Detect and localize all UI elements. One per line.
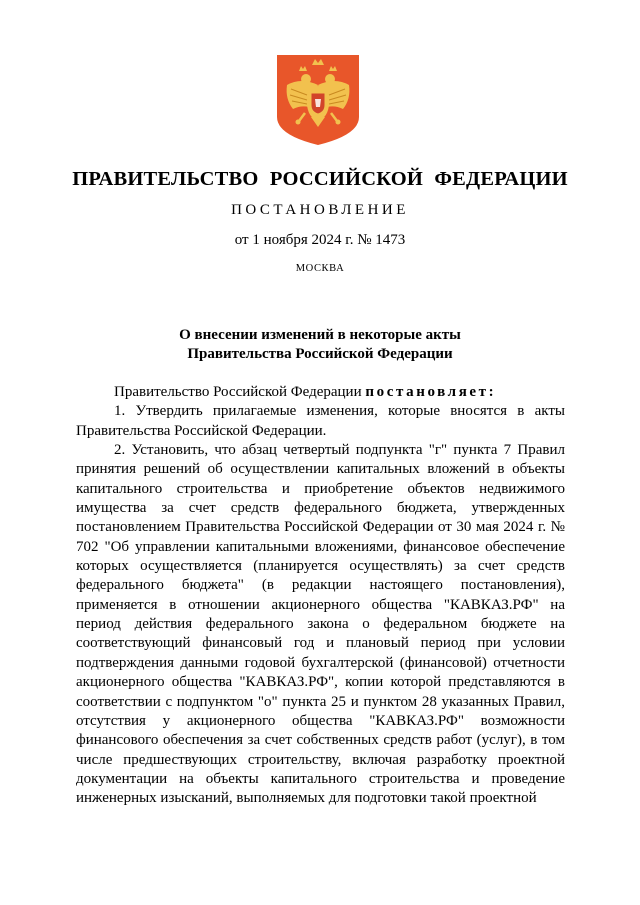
preamble-text: Правительство Российской Федерации bbox=[114, 384, 362, 400]
government-title: ПРАВИТЕЛЬСТВО РОССИЙСКОЙ ФЕДЕРАЦИИ bbox=[72, 168, 568, 190]
preamble-verb: постановляет: bbox=[365, 384, 497, 400]
subject-line-2: Правительства Российской Федерации bbox=[187, 346, 453, 362]
document-date-number: от 1 ноября 2024 г. № 1473 bbox=[234, 232, 406, 248]
coat-of-arms-icon bbox=[277, 55, 359, 145]
document-subject bbox=[0, 326, 640, 364]
preamble-paragraph bbox=[76, 383, 565, 402]
document-type: ПОСТАНОВЛЕНИЕ bbox=[231, 202, 409, 218]
paragraph-1: 1. Утвердить прилагаемые изменения, которые вносятся в акты Правительства Российской Федерации. bbox=[76, 403, 565, 439]
paragraph-2: 2. Установить, что абзац четвертый подпункта "г" пункта 7 Правил принятия решений об осуществлении капитальных вложений в объекты капитального строительства и приобретение объектов недвижимого имущества за счет средств федерального бюджета, утвержденных постановлением Правительства Российской Федерации от 30 мая 2024 г. № 702 "Об управлении капитальными вложениями, финансовое обеспечение которых осуществляется (планируется осуществлять) за счет средств федерального бюджета" (в редакции настоящего постановления), применяется в отношении акционерного общества "КАВКАЗ.РФ" на период действия федерального закона о федеральном бюджете на соответствующий финансовый год и плановый период при условии подтверждения данными годовой бухгалтерской (финансовой) отчетности акционерного общества "КАВКАЗ.РФ", копии которой представляются в соответствии с подпунктом "о" пункта 25 и пунктом 28 указанных Правил, отсутствия у акционерного общества "КАВКАЗ.РФ" возможности финансового обеспечения за счет собственных средств работ (услуг), в том числе предшествующих строительству, включая разработку проектной документации на объекты капитального строительства и проведение инженерных изысканий, выполняемых для подготовки такой проектной bbox=[76, 442, 565, 807]
subject-line-1: О внесении изменений в некоторые акты bbox=[179, 327, 461, 343]
document-city: МОСКВА bbox=[295, 263, 345, 274]
document-body bbox=[76, 383, 565, 809]
